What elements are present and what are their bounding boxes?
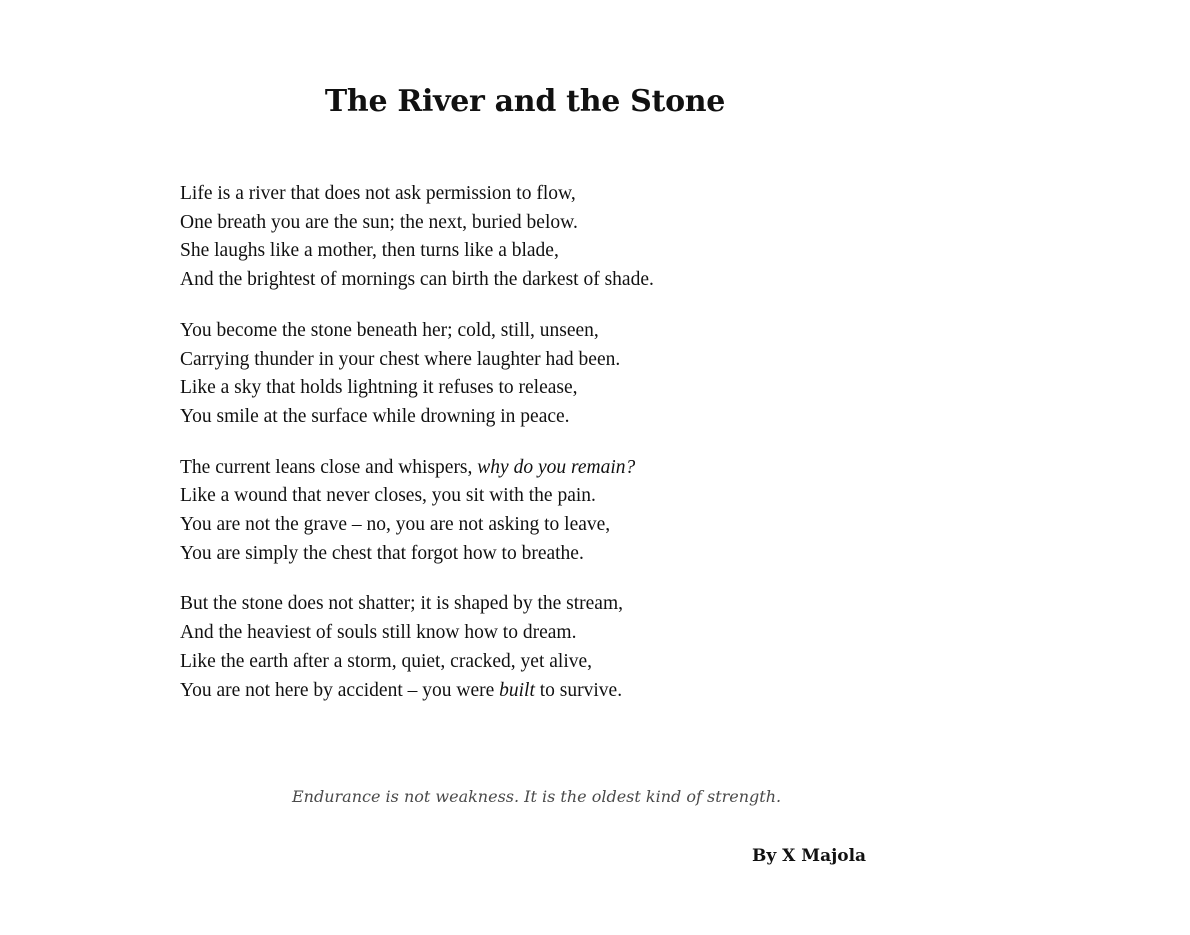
poem-line: And the brightest of mornings can birth the darkest of shade. [180,269,654,291]
stanza-1 [180,180,880,295]
stanza-2 [180,317,880,432]
poem-line: Carrying thunder in your chest where laughter had been. [180,348,621,370]
poem-body [180,180,880,727]
poem-line: You are simply the chest that forgot how to breathe. [180,542,584,564]
poem-title: The River and the Stone [324,84,726,119]
stanza-4 [180,590,880,705]
line-text: The current leans close and whispers, [180,456,478,478]
stanza-3 [180,454,880,569]
line-text: to survive. [534,679,623,701]
line-text: You are not here by accident – you were [180,679,500,701]
poem-line: You smile at the surface while drowning in peace. [180,405,570,427]
poem-line: And the heaviest of souls still know how to dream. [180,622,577,644]
italic-phrase: why do you remain? [477,456,636,478]
poem-line: Like a wound that never closes, you sit with the pain. [180,485,596,507]
poem-line: Life is a river that does not ask permission to flow, [180,183,576,204]
poem-line: You are not the grave – no, you are not asking to leave, [180,514,611,536]
poem-line: One breath you are the sun; the next, buried below. [180,211,578,233]
poem-line: Like the earth after a storm, quiet, cracked, yet alive, [180,650,593,672]
tagline: Endurance is not weakness. It is the oldest kind of strength. [292,787,782,806]
poem-line [180,677,880,706]
poem-line: Like a sky that holds lightning it refuses to release, [180,377,578,399]
italic-phrase: built [499,679,535,701]
author-byline: By X Majola [752,846,867,866]
poem-line: She laughs like a mother, then turns like a blade, [180,240,559,262]
poem-line [180,454,880,483]
poem-line: But the stone does not shatter; it is shaped by the stream, [180,593,624,615]
poem-line: You become the stone beneath her; cold, still, unseen, [180,319,599,341]
